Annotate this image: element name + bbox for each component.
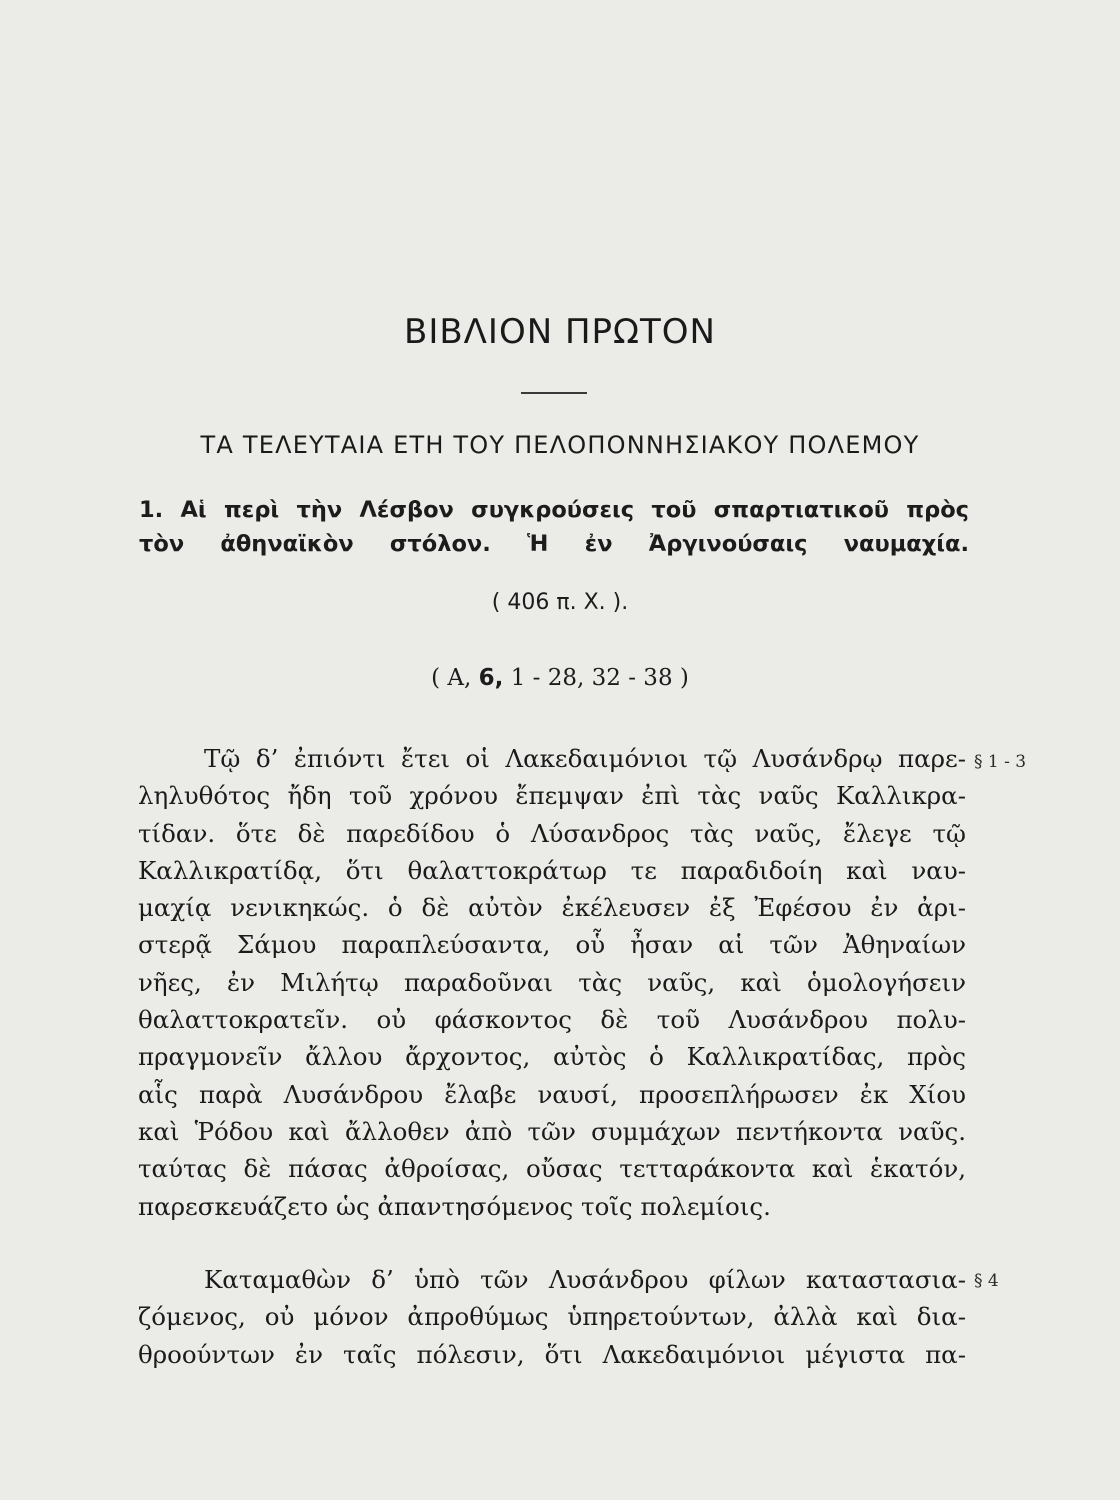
title-divider <box>521 392 587 394</box>
source-ref-book: 6, <box>478 665 504 691</box>
text-line: Καταμαθὼν δ’ ὑπὸ τῶν Λυσάνδρου φίλων καταστασια- <box>204 1265 966 1294</box>
text-line: νῆες, ἐν Μιλήτῳ παραδοῦναι τὰς ναῦς, καὶ ὁμολογήσειν <box>138 967 966 997</box>
text-line: καὶ Ῥόδου καὶ ἄλλοθεν ἀπὸ τῶν συμμάχων πεντήκοντα ναῦς. <box>138 1116 966 1146</box>
text-line: ταύτας δὲ πάσας ἀθροίσας, οὔσας τετταράκοντα καὶ ἑκατόν, <box>138 1154 966 1184</box>
text-line: ζόμενος, οὐ μόνον ἀπροθύμως ὑπηρετούντων, ἀλλὰ καὶ δια- <box>138 1302 966 1332</box>
margin-section-note: § 4 <box>974 1271 999 1291</box>
text-line: ληλυθότος ἤδη τοῦ χρόνου ἔπεμψαν ἐπὶ τὰς ναῦς Καλλικρα- <box>138 781 966 811</box>
book-title: ΒΙΒΛΙΟΝ ΠΡΩΤΟΝ <box>404 312 716 352</box>
chapter-heading-line: 1. Αἱ περὶ τὴν Λέσβον συγκρούσεις τοῦ σπαρτιατικοῦ πρὸς <box>139 497 969 523</box>
text-line: τίδαν. ὅτε δὲ παρεδίδου ὁ Λύσανδρος τὰς ναῦς, ἔλεγε τῷ <box>138 818 966 848</box>
text-line: θαλαττοκρατεῖν. οὐ φάσκοντος δὲ τοῦ Λυσάνδρου πολυ- <box>138 1005 966 1035</box>
source-reference <box>0 665 1120 691</box>
text-line: Καλλικρατίδᾳ, ὅτι θαλαττοκράτωρ τε παραδιδοίη καὶ ναυ- <box>138 855 966 885</box>
text-line: πραγμονεῖν ἄλλου ἄρχοντος, αὐτὸς ὁ Καλλικρατίδας, πρὸς <box>138 1042 966 1072</box>
chapter-heading <box>139 493 969 561</box>
chapter-heading-line: τὸν ἀθηναϊκὸν στόλον. Ἡ ἐν Ἀργινούσαις ναυμαχία. <box>139 531 969 557</box>
margin-section-note: § 1 - 3 <box>974 752 1027 772</box>
text-line: στερᾷ Σάμου παραπλεύσαντα, οὗ ἦσαν αἱ τῶν Ἀθηναίων <box>138 930 966 960</box>
source-ref-open: ( Α, <box>431 665 479 691</box>
text-line: μαχίᾳ νενικηκώς. ὁ δὲ αὐτὸν ἐκέλευσεν ἐξ Ἐφέσου ἐν ἀρι- <box>138 893 966 923</box>
paragraph-1 <box>138 740 966 1225</box>
section-title: ΤΑ ΤΕΛΕΥΤΑΙΑ ΕΤΗ ΤΟΥ ΠΕΛΟΠΟΝΝΗΣΙΑΚΟΥ ΠΟΛΕΜΟΥ <box>200 431 920 459</box>
source-ref-close: 1 - 28, 32 - 38 ) <box>503 665 689 691</box>
paragraph-2 <box>138 1261 966 1373</box>
text-line: παρεσκευάζετο ὡς ἀπαντησόμενος τοῖς πολεμίοις. <box>138 1191 771 1221</box>
text-line: Τῷ δ’ ἐπιόντι ἔτει οἱ Λακεδαιμόνιοι τῷ Λυσάνδρῳ παρε- <box>204 744 966 773</box>
chapter-date: ( 406 π. Χ. ). <box>491 590 629 615</box>
text-line: αἷς παρὰ Λυσάνδρου ἔλαβε ναυσί, προσεπλήρωσεν ἐκ Χίου <box>138 1079 966 1109</box>
text-line: θροούντων ἐν ταῖς πόλεσιν, ὅτι Λακεδαιμόνιοι μέγιστα πα- <box>138 1339 966 1369</box>
